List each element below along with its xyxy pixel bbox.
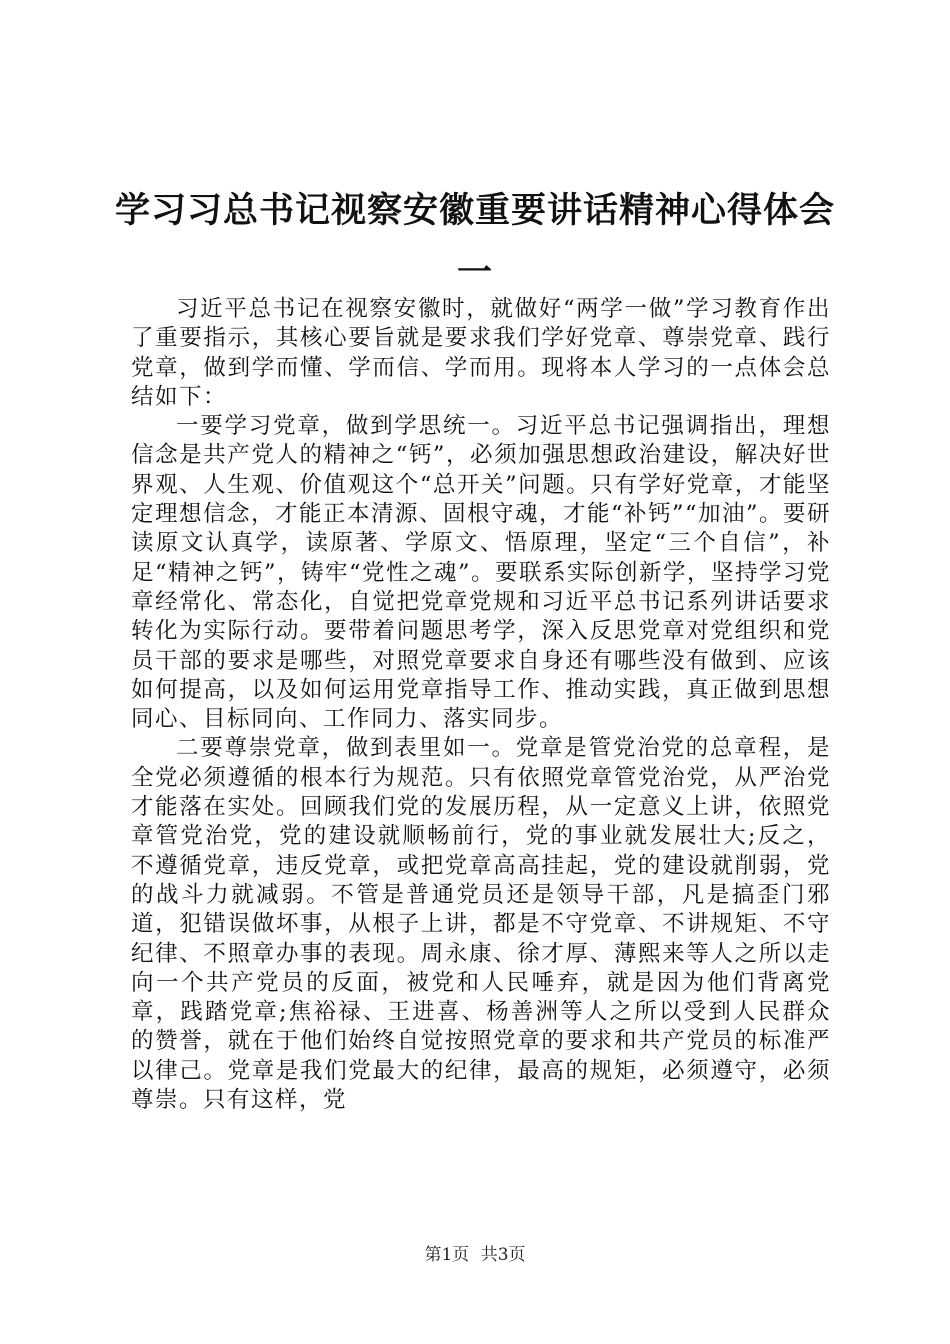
paragraph-intro: 习近平总书记在视察安徽时，就做好“两学一做”学习教育作出了重要指示，其核心要旨就是要求我们学好党章、尊崇党章、践行党章，做到学而懂、学而信、学而用。现将本人学习的一点体会总结如下： — [131, 296, 831, 410]
title-line-2: 一 — [456, 252, 493, 293]
paragraph-respect-charter: 二要尊崇党章，做到表里如一。党章是管党治党的总章程，是全党必须遵循的根本行为规范。只有依照党章管党治党，从严治党才能落在实处。回顾我们党的发展历程，从一定意义上讲，依照党章管党治党，党的建设就顺畅前行，党的事业就发展壮大;反之，不遵循党章，违反党章，或把党章高高挂起，党的建设就削弱，党的战斗力就减弱。不管是普通党员还是领导干部，凡是搞歪门邪道，犯错误做坏事，从根子上讲，都是不守党章、不讲规矩、不守纪律、不照章办事的表现。周永康、徐才厚、薄熙来等人之所以走向一个共产党员的反面，被党和人民唾弃，就是因为他们背离党章，践踏党章;焦裕禄、王进喜、杨善洲等人之所以受到人民群众的赞誉，就在于他们始终自觉按照党章的要求和共产党员的标准严以律己。党章是我们党最大的纪律，最高的规矩，必须遵守，必须尊崇。只有这样，党 — [131, 735, 831, 1114]
title-line-1: 学习习总书记视察安徽重要讲话精神心得体会 — [114, 190, 835, 231]
paragraph-study-charter: 一要学习党章，做到学思统一。习近平总书记强调指出，理想信念是共产党人的精神之“钙”，必须加强思想政治建设，解决好世界观、人生观、价值观这个“总开关”问题。只有学好党章，才能坚定理想信念，才能正本清源、固根守魂，才能“补钙”“加油”。要研读原文认真学，读原著、学原文、悟原理，坚定“三个自信”，补足“精神之钙”，铸牢“党性之魂”。要联系实际创新学，坚持学习党章经常化、常态化，自觉把党章党规和习近平总书记系列讲话要求转化为实际行动。要带着问题思考学，深入反思党章对党组织和党员干部的要求是哪些，对照党章要求自身还有哪些没有做到、应该如何提高，以及如何运用党章指导工作、推动实践，真正做到思想同心、目标同向、工作同力、落实同步。 — [131, 413, 832, 733]
document-title — [100, 180, 850, 304]
document-body — [131, 295, 831, 1115]
page-total: 共3页 — [480, 1245, 526, 1265]
page-number: 第1页 — [424, 1245, 470, 1265]
page-footer — [0, 1244, 950, 1266]
